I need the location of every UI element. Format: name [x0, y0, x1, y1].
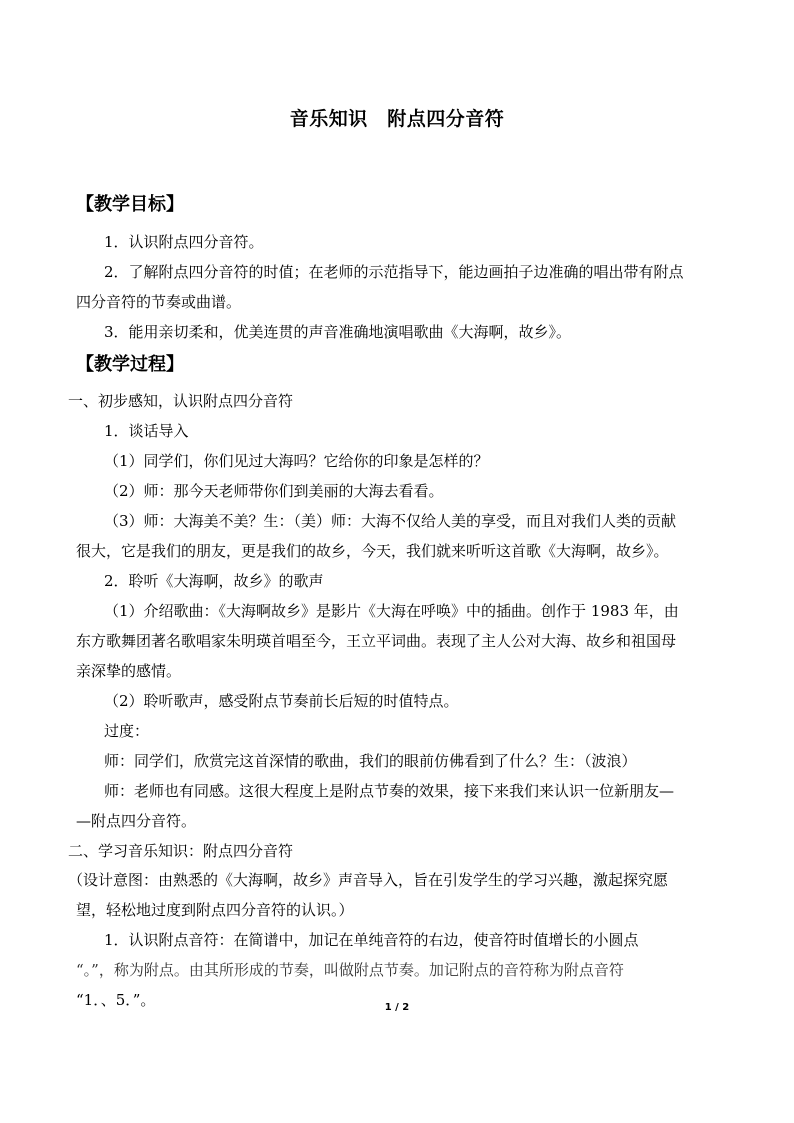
paragraph-line: （1）同学们，你们见过大海吗？它给你的印象是怎样的？	[104, 452, 489, 470]
paragraph-line: 过度：	[104, 722, 150, 740]
section-heading-objectives: 【教学目标】	[76, 194, 184, 215]
paragraph-line: （2）师：那今天老师带你们到美丽的大海去看看。	[104, 482, 444, 500]
section-heading-process: 【教学过程】	[76, 354, 184, 375]
paragraph-line: （3）师：大海美不美？生：（美）师：大海不仅给人美的享受，而且对我们人类的贡献	[104, 512, 677, 530]
paragraph-line: 1．认识附点音符：在简谱中，加记在单纯音符的右边，使音符时值增长的小圆点	[104, 931, 639, 949]
paragraph-line: 2．了解附点四分音符的时值；在老师的示范指导下，能边画拍子边准确的唱出带有附点	[104, 263, 684, 281]
paragraph-line: 很大，它是我们的朋友，更是我们的故乡，今天，我们就来听听这首歌《大海啊，故乡》。	[76, 542, 669, 560]
paragraph-line: —附点四分音符。	[76, 812, 197, 830]
paragraph-line: 亲深挚的感情。	[76, 662, 182, 680]
page-number: 1 / 2	[384, 1002, 410, 1013]
paragraph-line: 3．能用亲切柔和，优美连贯的声音准确地演唱歌曲《大海啊，故乡》。	[104, 323, 572, 341]
paragraph-line: 望，轻松地过度到附点四分音符的认识。）	[76, 901, 354, 919]
paragraph-line: “。”，称为附点。由其所形成的节奏，叫做附点节奏。加记附点的音符称为附点音符	[76, 961, 624, 979]
paragraph-line: 二、学习音乐知识：附点四分音符	[68, 842, 294, 860]
paragraph-line: （设计意图：由熟悉的《大海啊，故乡》声音导入，旨在引发学生的学习兴趣，激起探究愿	[68, 871, 669, 889]
paragraph-line: “1．、5．”。	[76, 991, 156, 1009]
paragraph-line: 2．聆听《大海啊，故乡》的歌声	[104, 572, 324, 590]
paragraph-line: 师：同学们，欣赏完这首深情的歌曲，我们的眼前仿佛看到了什么？生：（波浪）	[104, 752, 637, 770]
paragraph-line: 四分音符的节奏或曲谱。	[76, 293, 242, 311]
paragraph-line: 师：老师也有同感。这很大程度上是附点节奏的效果，接下来我们来认识一位新朋友—	[104, 782, 675, 800]
paragraph-line: （2）聆听歌声，感受附点节奏前长后短的时值特点。	[104, 692, 459, 710]
paragraph-line: 一、初步感知，认识附点四分音符	[68, 392, 294, 410]
paragraph-line: 东方歌舞团著名歌唱家朱明瑛首唱至今，王立平词曲。表现了主人公对大海、故乡和祖国母	[76, 632, 677, 650]
document-title: 音乐知识 附点四分音符	[289, 108, 505, 130]
paragraph-line: （1）介绍歌曲：《大海啊故乡》是影片《大海在呼唤》中的插曲。创作于 1983 年，由	[104, 602, 679, 620]
paragraph-line: 1．谈话导入	[104, 422, 189, 440]
paragraph-line: 1．认识附点四分音符。	[104, 233, 264, 251]
